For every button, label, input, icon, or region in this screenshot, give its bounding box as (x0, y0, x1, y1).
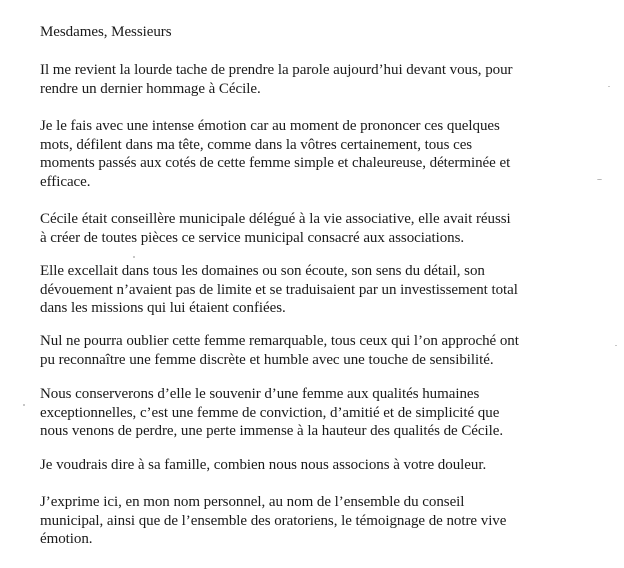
paragraph-line: municipal, ainsi que de l’ensemble des oratoriens, le témoignage de notre vive (40, 512, 507, 529)
paragraph-line: Elle excellait dans tous les domaines ou son écoute, son sens du détail, son (40, 263, 485, 279)
paragraph-line: nous venons de perdre, une perte immense à la hauteur des qualités de Cécile. (40, 423, 504, 439)
paragraph-line: J’exprime ici, en mon nom personnel, au nom de l’ensemble du conseil (40, 494, 465, 510)
paragraph-8 (40, 493, 600, 549)
scan-speck (608, 86, 610, 87)
paragraph-2 (40, 117, 600, 191)
paragraph-line: à créer de toutes pièces ce service municipal consacré aux associations. (40, 229, 465, 246)
paragraph-line: moments passés aux cotés de cette femme simple et chaleureuse, déterminée et (40, 155, 511, 171)
paragraph-line: Je voudrais dire à sa famille, combien nous nous associons à votre douleur. (40, 457, 487, 473)
paragraph-line: Il me revient la lourde tache de prendre la parole aujourd’hui devant vous, pour (40, 62, 513, 78)
paragraph-4 (40, 262, 600, 318)
paragraph-line: dans les missions qui lui étaient confiées. (40, 300, 286, 316)
salutation (40, 23, 600, 42)
paragraph-line: Nul ne pourra oublier cette femme remarquable, tous ceux qui l’on approché ont (40, 333, 519, 349)
paragraph-line: Nous conserverons d’elle le souvenir d’une femme aux qualités humaines (40, 386, 480, 402)
paragraph-line: Cécile était conseillère municipale délégué à la vie associative, elle avait réussi (40, 211, 511, 227)
paragraph-line: pu reconnaître une femme discrète et humble avec une touche de sensibilité. (40, 351, 494, 368)
paragraph-5 (40, 332, 600, 369)
paragraph-line: mots, défilent dans ma tête, comme dans la vôtres certainement, tous ces (40, 136, 473, 153)
paragraph-3 (40, 210, 600, 247)
scan-speck (133, 256, 135, 258)
salutation-line: Mesdames, Messieurs (40, 24, 172, 40)
paragraph-line: Je le fais avec une intense émotion car au moment de prononcer ces quelques (40, 118, 500, 134)
paragraph-line: exceptionnelles, c’est une femme de conviction, d’amitié et de simplicité que (40, 404, 500, 421)
paragraph-line: émotion. (40, 531, 93, 547)
paragraph-line: rendre un dernier hommage à Cécile. (40, 80, 261, 97)
paragraph-7 (40, 456, 600, 475)
paragraph-line: dévouement n’avaient pas de limite et se traduisaient par un investissement total (40, 281, 518, 298)
paragraph-1 (40, 61, 600, 98)
scan-speck (23, 404, 25, 406)
scan-speck (597, 179, 602, 180)
paragraph-line: efficace. (40, 173, 91, 190)
scan-speck (615, 345, 617, 346)
paragraph-6 (40, 385, 600, 441)
